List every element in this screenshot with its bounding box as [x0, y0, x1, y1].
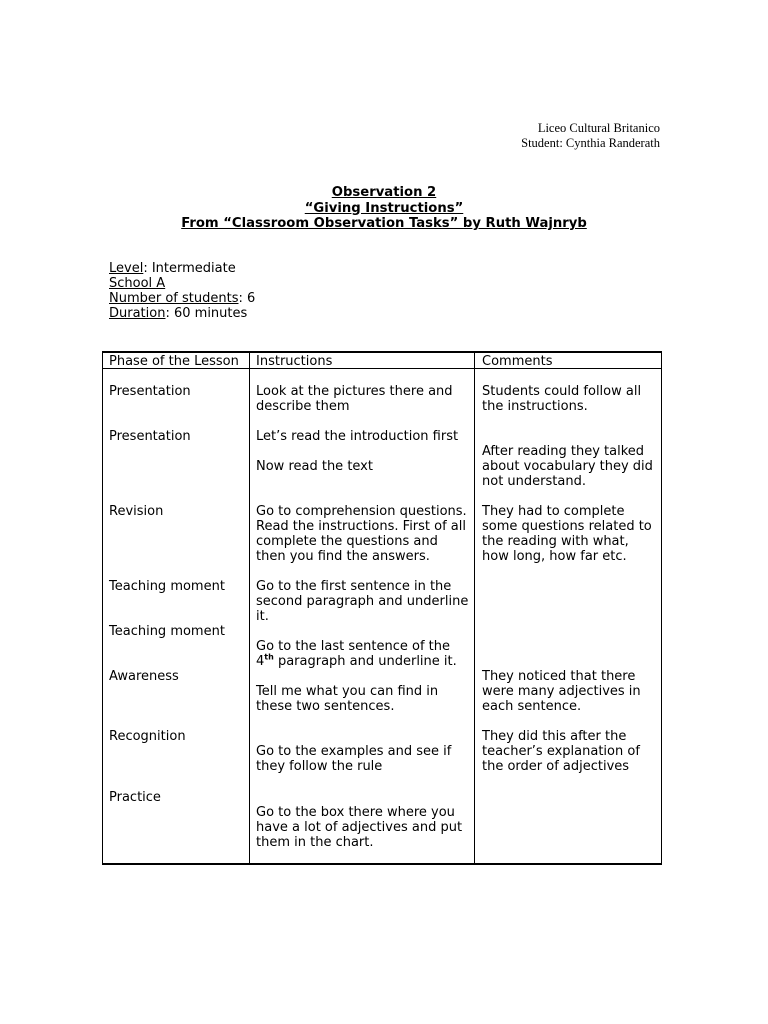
- instruction-line: Let’s read the introduction first: [256, 429, 459, 444]
- comment-line: the reading with what,: [482, 534, 629, 549]
- instruction-line: Now read the text: [256, 459, 373, 474]
- phase-cell: Awareness: [109, 669, 179, 684]
- instruction-line: Read the instructions. First of all: [256, 519, 466, 534]
- students-label: Number of students: [109, 291, 239, 306]
- students-value: : 6: [238, 291, 256, 306]
- document-header: [521, 121, 660, 151]
- instruction-line: it.: [256, 609, 269, 624]
- comment-line: each sentence.: [482, 699, 582, 714]
- school-name: School A: [109, 276, 166, 291]
- instruction-line: Look at the pictures there and: [256, 384, 453, 399]
- column-divider: [249, 353, 250, 863]
- phase-cell: Teaching moment: [109, 624, 225, 639]
- header-comments: Comments: [482, 354, 553, 369]
- instruction-line: then you find the answers.: [256, 549, 430, 564]
- comment-line: Students could follow all: [482, 384, 642, 399]
- phase-cell: Teaching moment: [109, 579, 225, 594]
- instruction-line: describe them: [256, 399, 350, 414]
- instruction-line: second paragraph and underline: [256, 594, 469, 609]
- instruction-line: these two sentences.: [256, 699, 395, 714]
- instruction-line: Go to the examples and see if: [256, 744, 452, 759]
- instruction-line: Go to comprehension questions.: [256, 504, 467, 519]
- comment-line: teacher’s explanation of: [482, 744, 640, 759]
- instruction-text: paragraph and underline it.: [273, 654, 457, 669]
- instruction-line: [256, 654, 457, 669]
- duration-value: : 60 minutes: [165, 306, 248, 321]
- comment-line: They had to complete: [482, 504, 625, 519]
- instruction-line: they follow the rule: [256, 759, 383, 774]
- instruction-line: complete the questions and: [256, 534, 438, 549]
- level-label: Level: [109, 261, 144, 276]
- duration-label: Duration: [109, 306, 166, 321]
- instruction-line: Go to the box there where you: [256, 805, 455, 820]
- column-divider: [474, 353, 475, 863]
- students-line: [109, 291, 255, 306]
- school-line: [109, 276, 255, 291]
- comment-line: the order of adjectives: [482, 759, 630, 774]
- phase-cell: Presentation: [109, 429, 191, 444]
- document-title: [0, 185, 768, 232]
- comment-line: about vocabulary they did: [482, 459, 653, 474]
- ordinal-suffix: th: [264, 652, 274, 662]
- comment-line: They did this after the: [482, 729, 627, 744]
- duration-line: [109, 306, 255, 321]
- level-line: [109, 261, 255, 276]
- phase-cell: Presentation: [109, 384, 191, 399]
- header-instructions: Instructions: [256, 354, 333, 369]
- lesson-info: [109, 261, 255, 321]
- phase-cell: Practice: [109, 790, 161, 805]
- comment-line: the instructions.: [482, 399, 588, 414]
- institution-name: Liceo Cultural Britanico: [537, 121, 660, 135]
- comment-line: After reading they talked: [482, 444, 645, 459]
- comment-line: some questions related to: [482, 519, 652, 534]
- instruction-line: Go to the first sentence in the: [256, 579, 452, 594]
- observation-table: [102, 351, 662, 865]
- header-phase: Phase of the Lesson: [109, 354, 239, 369]
- title-observation: Observation 2: [331, 185, 437, 200]
- title-topic: “Giving Instructions”: [304, 200, 464, 216]
- ordinal-number: 4: [256, 654, 265, 669]
- student-name: Student: Cynthia Randerath: [521, 136, 660, 150]
- phase-cell: Recognition: [109, 729, 186, 744]
- phase-cell: Revision: [109, 504, 164, 519]
- instruction-line: have a lot of adjectives and put: [256, 820, 463, 835]
- title-source: From “Classroom Observation Tasks” by Ruth Wajnryb: [181, 216, 587, 231]
- comment-line: were many adjectives in: [482, 684, 641, 699]
- comment-line: how long, how far etc.: [482, 549, 627, 564]
- comment-line: They noticed that there: [482, 669, 636, 684]
- level-value: : Intermediate: [143, 261, 236, 276]
- comment-line: not understand.: [482, 474, 586, 489]
- instruction-line: Tell me what you can find in: [256, 684, 439, 699]
- instruction-line: them in the chart.: [256, 835, 374, 850]
- instruction-line: Go to the last sentence of the: [256, 639, 451, 654]
